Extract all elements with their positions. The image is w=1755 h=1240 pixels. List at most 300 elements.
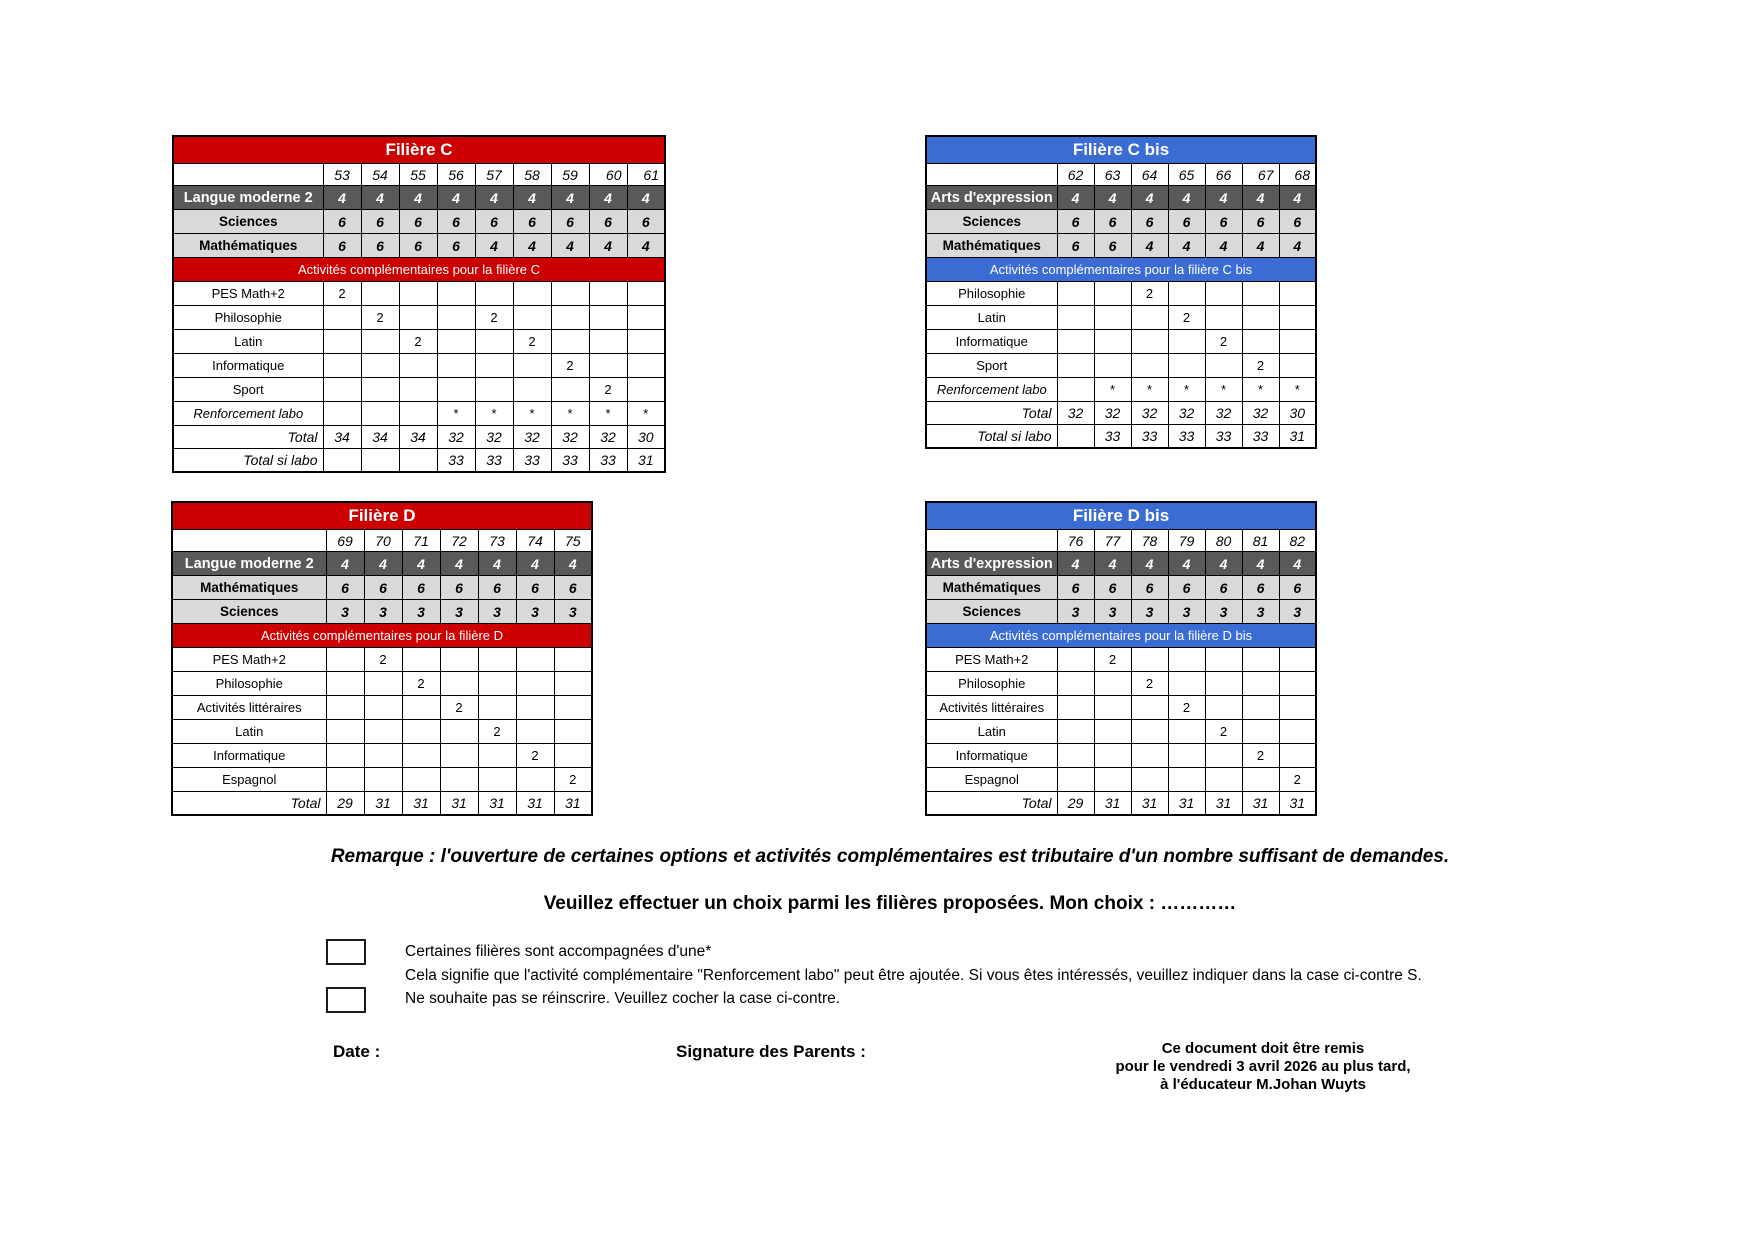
activity-value-cell: 2 [1094, 648, 1131, 672]
period-count-cell: 4 [516, 552, 554, 576]
activity-value-cell [589, 282, 627, 306]
period-count-cell: 3 [1094, 600, 1131, 624]
period-count-cell: 4 [627, 186, 665, 210]
activity-value-cell [1242, 306, 1279, 330]
activity-value-cell [440, 648, 478, 672]
activity-value-cell [1057, 720, 1094, 744]
subject-label: Arts d'expression [926, 186, 1057, 210]
total-value-cell: 31 [440, 792, 478, 816]
activity-value-cell [1168, 648, 1205, 672]
corner-cell [926, 530, 1057, 552]
period-count-cell: 4 [551, 234, 589, 258]
activity-value-cell: * [1131, 378, 1168, 402]
total-value-cell [1057, 425, 1094, 449]
filiere-d-bis-table [925, 501, 1317, 816]
activity-value-cell [1131, 744, 1168, 768]
activities-title: Activités complémentaires pour la filière C [173, 258, 665, 282]
activity-value-cell [1057, 282, 1094, 306]
activity-value-cell [437, 282, 475, 306]
period-count-cell: 6 [1057, 210, 1094, 234]
column-header: 74 [516, 530, 554, 552]
corner-cell [172, 530, 326, 552]
period-count-cell: 4 [1094, 552, 1131, 576]
period-count-cell: 6 [1205, 210, 1242, 234]
activity-value-cell [1205, 354, 1242, 378]
activity-value-cell [440, 768, 478, 792]
period-count-cell: 6 [1242, 576, 1279, 600]
activity-value-cell [1279, 720, 1316, 744]
period-count-cell: 4 [1279, 552, 1316, 576]
total-value-cell: 33 [1094, 425, 1131, 449]
total-value-cell: 31 [1205, 792, 1242, 816]
activity-value-cell [364, 720, 402, 744]
activity-value-cell [516, 768, 554, 792]
activity-label: PES Math+2 [173, 282, 323, 306]
activity-value-cell: 2 [364, 648, 402, 672]
column-header: 75 [554, 530, 592, 552]
period-count-cell: 6 [437, 210, 475, 234]
activity-value-cell [513, 378, 551, 402]
total-value-cell: 32 [1168, 402, 1205, 425]
activity-value-cell [326, 696, 364, 720]
period-count-cell: 6 [1168, 576, 1205, 600]
period-count-cell: 3 [364, 600, 402, 624]
activity-value-cell [627, 354, 665, 378]
period-count-cell: 4 [1242, 234, 1279, 258]
period-count-cell: 6 [437, 234, 475, 258]
total-value-cell: 32 [1131, 402, 1168, 425]
period-count-cell: 6 [1279, 576, 1316, 600]
activity-value-cell: 2 [516, 744, 554, 768]
activity-value-cell: 2 [361, 306, 399, 330]
activity-value-cell [516, 720, 554, 744]
activity-value-cell [627, 330, 665, 354]
activity-value-cell [475, 354, 513, 378]
total-value-cell [399, 449, 437, 473]
activity-value-cell [1131, 306, 1168, 330]
activity-value-cell: 2 [323, 282, 361, 306]
table-title: Filière D bis [926, 502, 1316, 530]
period-count-cell: 4 [513, 186, 551, 210]
total-value-cell: 34 [323, 426, 361, 449]
column-header: 69 [326, 530, 364, 552]
activity-value-cell [364, 744, 402, 768]
activities-title: Activités complémentaires pour la filière D [172, 624, 592, 648]
activity-label: Sport [173, 378, 323, 402]
activity-value-cell [1242, 648, 1279, 672]
subject-label: Mathématiques [926, 234, 1057, 258]
deadline-note [1103, 1040, 1423, 1094]
activity-value-cell [475, 282, 513, 306]
column-header: 60 [589, 164, 627, 186]
activity-value-cell [478, 744, 516, 768]
period-count-cell: 6 [1131, 210, 1168, 234]
subject-label: Langue moderne 2 [173, 186, 323, 210]
date-label: Date : [333, 1042, 381, 1061]
activity-value-cell [399, 354, 437, 378]
period-count-cell: 6 [1131, 576, 1168, 600]
column-header: 72 [440, 530, 478, 552]
period-count-cell: 3 [1279, 600, 1316, 624]
filiere-c-grid [172, 135, 666, 473]
activity-value-cell [478, 672, 516, 696]
subject-label: Arts d'expression [926, 552, 1057, 576]
activity-label: Renforcement labo [926, 378, 1057, 402]
activity-value-cell [1168, 354, 1205, 378]
activity-value-cell: * [1279, 378, 1316, 402]
period-count-cell: 6 [326, 576, 364, 600]
filiere-d-bis-grid [925, 501, 1317, 816]
activity-value-cell [326, 648, 364, 672]
activity-value-cell [554, 720, 592, 744]
activity-value-cell [1205, 768, 1242, 792]
activity-label: Informatique [926, 744, 1057, 768]
activity-value-cell [1168, 282, 1205, 306]
period-count-cell: 3 [554, 600, 592, 624]
activity-value-cell [1094, 768, 1131, 792]
activity-value-cell: 2 [1168, 306, 1205, 330]
activity-value-cell [1094, 282, 1131, 306]
subject-label: Sciences [172, 600, 326, 624]
activity-value-cell [1279, 282, 1316, 306]
period-count-cell: 6 [1168, 210, 1205, 234]
activity-value-cell [1057, 696, 1094, 720]
deadline-line-2: pour le vendredi 3 avril 2026 au plus tard, [1115, 1058, 1411, 1075]
total-value-cell: 32 [551, 426, 589, 449]
asterisk-note-line1: Certaines filières sont accompagnées d'une* [405, 943, 712, 960]
activity-value-cell [1057, 378, 1094, 402]
activity-value-cell [627, 306, 665, 330]
activity-value-cell: 2 [551, 354, 589, 378]
deadline-line-1: Ce document doit être remis [1161, 1040, 1365, 1057]
activities-title: Activités complémentaires pour la filière D bis [926, 624, 1316, 648]
activity-label: Latin [172, 720, 326, 744]
total-value-cell: 33 [1242, 425, 1279, 449]
subject-label: Mathématiques [173, 234, 323, 258]
activity-value-cell [1057, 768, 1094, 792]
activity-value-cell [1242, 672, 1279, 696]
activity-value-cell: 2 [1131, 672, 1168, 696]
total-value-cell: 31 [1242, 792, 1279, 816]
activity-label: Philosophie [926, 672, 1057, 696]
period-count-cell: 4 [1168, 552, 1205, 576]
activity-value-cell [1205, 672, 1242, 696]
activity-value-cell [326, 744, 364, 768]
period-count-cell: 3 [1131, 600, 1168, 624]
period-count-cell: 6 [1057, 576, 1094, 600]
period-count-cell: 6 [323, 210, 361, 234]
activity-value-cell: * [1168, 378, 1205, 402]
activity-value-cell: * [513, 402, 551, 426]
activity-value-cell [437, 306, 475, 330]
activity-value-cell [402, 720, 440, 744]
table-title: Filière D [172, 502, 592, 530]
period-count-cell: 3 [402, 600, 440, 624]
total-value-cell: 31 [1094, 792, 1131, 816]
no-reinscription-checkbox[interactable] [326, 987, 366, 1013]
total-label: Total [926, 402, 1057, 425]
activity-value-cell [478, 648, 516, 672]
period-count-cell: 6 [1094, 210, 1131, 234]
period-count-cell: 4 [513, 234, 551, 258]
column-header: 54 [361, 164, 399, 186]
period-count-cell: 6 [399, 234, 437, 258]
activity-label: Latin [173, 330, 323, 354]
column-header: 58 [513, 164, 551, 186]
total-value-cell: 33 [551, 449, 589, 473]
activity-value-cell [1279, 696, 1316, 720]
activity-value-cell: 2 [1131, 282, 1168, 306]
subject-label: Mathématiques [172, 576, 326, 600]
column-header: 79 [1168, 530, 1205, 552]
activity-value-cell [399, 282, 437, 306]
activity-value-cell [323, 354, 361, 378]
activity-value-cell [513, 354, 551, 378]
subject-label: Sciences [926, 210, 1057, 234]
activity-value-cell: 2 [478, 720, 516, 744]
activity-label: Informatique [173, 354, 323, 378]
period-count-cell: 4 [440, 552, 478, 576]
activity-value-cell: 2 [1205, 330, 1242, 354]
total-value-cell: 33 [513, 449, 551, 473]
activity-value-cell [326, 672, 364, 696]
activity-value-cell [1205, 648, 1242, 672]
total-value-cell: 32 [1094, 402, 1131, 425]
activity-value-cell [399, 402, 437, 426]
activity-label: Activités littéraires [172, 696, 326, 720]
total-value-cell: 31 [364, 792, 402, 816]
total-value-cell: 32 [475, 426, 513, 449]
total-label: Total [172, 792, 326, 816]
total-value-cell: 32 [513, 426, 551, 449]
period-count-cell: 4 [1094, 186, 1131, 210]
activity-value-cell [1131, 648, 1168, 672]
activity-value-cell: * [551, 402, 589, 426]
period-count-cell: 4 [361, 186, 399, 210]
activity-value-cell [1279, 330, 1316, 354]
activity-value-cell: * [589, 402, 627, 426]
period-count-cell: 4 [589, 186, 627, 210]
column-header: 73 [478, 530, 516, 552]
filiere-d-table [171, 501, 593, 816]
period-count-cell: 6 [1094, 234, 1131, 258]
activity-label: Informatique [172, 744, 326, 768]
activity-value-cell: 2 [589, 378, 627, 402]
period-count-cell: 4 [323, 186, 361, 210]
period-count-cell: 4 [1242, 186, 1279, 210]
activity-value-cell [1205, 306, 1242, 330]
activity-value-cell [516, 648, 554, 672]
activity-label: PES Math+2 [926, 648, 1057, 672]
activity-value-cell [437, 330, 475, 354]
subject-label: Mathématiques [926, 576, 1057, 600]
period-count-cell: 4 [1205, 186, 1242, 210]
activity-value-cell [361, 330, 399, 354]
activity-value-cell [1057, 672, 1094, 696]
table-title: Filière C bis [926, 136, 1316, 164]
column-header: 68 [1279, 164, 1316, 186]
period-count-cell: 6 [440, 576, 478, 600]
total-value-cell: 31 [1168, 792, 1205, 816]
activity-value-cell [1094, 744, 1131, 768]
column-header: 78 [1131, 530, 1168, 552]
activity-value-cell [627, 378, 665, 402]
total-value-cell: 30 [627, 426, 665, 449]
activity-value-cell [1094, 306, 1131, 330]
column-header: 67 [1242, 164, 1279, 186]
activity-value-cell [364, 672, 402, 696]
activity-value-cell: * [1242, 378, 1279, 402]
period-count-cell: 4 [554, 552, 592, 576]
activity-value-cell [323, 330, 361, 354]
activity-value-cell [440, 720, 478, 744]
activity-value-cell [1057, 744, 1094, 768]
activity-value-cell [1168, 744, 1205, 768]
activity-value-cell [361, 354, 399, 378]
labo-interest-checkbox[interactable] [326, 939, 366, 965]
total-value-cell: 32 [589, 426, 627, 449]
total-label: Total si labo [173, 449, 323, 473]
period-count-cell: 6 [475, 210, 513, 234]
period-count-cell: 6 [589, 210, 627, 234]
period-count-cell: 6 [551, 210, 589, 234]
period-count-cell: 4 [1057, 186, 1094, 210]
activity-value-cell [551, 330, 589, 354]
period-count-cell: 6 [1242, 210, 1279, 234]
activity-value-cell [361, 378, 399, 402]
activity-value-cell [1242, 282, 1279, 306]
activity-value-cell [475, 330, 513, 354]
period-count-cell: 4 [475, 186, 513, 210]
period-count-cell: 4 [1205, 552, 1242, 576]
period-count-cell: 4 [399, 186, 437, 210]
period-count-cell: 4 [1168, 234, 1205, 258]
period-count-cell: 4 [437, 186, 475, 210]
activity-label: Espagnol [172, 768, 326, 792]
deadline-line-3: à l'éducateur M.Johan Wuyts [1160, 1076, 1366, 1093]
activity-label: Renforcement labo [173, 402, 323, 426]
period-count-cell: 3 [1168, 600, 1205, 624]
column-header: 76 [1057, 530, 1094, 552]
total-value-cell: 33 [1168, 425, 1205, 449]
total-value-cell [323, 449, 361, 473]
period-count-cell: 3 [1057, 600, 1094, 624]
activity-label: Espagnol [926, 768, 1057, 792]
total-value-cell: 30 [1279, 402, 1316, 425]
total-value-cell: 31 [1279, 425, 1316, 449]
period-count-cell: 6 [361, 210, 399, 234]
activity-value-cell: * [1205, 378, 1242, 402]
column-header: 77 [1094, 530, 1131, 552]
period-count-cell: 3 [440, 600, 478, 624]
period-count-cell: 4 [627, 234, 665, 258]
period-count-cell: 4 [364, 552, 402, 576]
activity-value-cell [589, 306, 627, 330]
total-value-cell [361, 449, 399, 473]
activity-label: Philosophie [173, 306, 323, 330]
period-count-cell: 6 [1094, 576, 1131, 600]
activity-value-cell: * [627, 402, 665, 426]
activity-value-cell [554, 672, 592, 696]
total-value-cell: 31 [1131, 792, 1168, 816]
subject-label: Sciences [173, 210, 323, 234]
activity-value-cell [1131, 330, 1168, 354]
activity-value-cell [554, 648, 592, 672]
activity-value-cell [1168, 768, 1205, 792]
activities-title: Activités complémentaires pour la filière C bis [926, 258, 1316, 282]
period-count-cell: 6 [399, 210, 437, 234]
period-count-cell: 6 [478, 576, 516, 600]
period-count-cell: 4 [1131, 186, 1168, 210]
activity-value-cell [361, 282, 399, 306]
total-value-cell: 31 [478, 792, 516, 816]
period-count-cell: 4 [475, 234, 513, 258]
activity-label: Latin [926, 306, 1057, 330]
activity-value-cell [554, 744, 592, 768]
period-count-cell: 4 [1057, 552, 1094, 576]
total-value-cell: 31 [554, 792, 592, 816]
activity-value-cell [361, 402, 399, 426]
activity-value-cell [440, 672, 478, 696]
activity-value-cell [1131, 696, 1168, 720]
activity-value-cell [323, 378, 361, 402]
activity-value-cell [1057, 306, 1094, 330]
column-header: 61 [627, 164, 665, 186]
reenroll-note-line: Ne souhaite pas se réinscrire. Veuillez cocher la case ci-contre. [405, 990, 841, 1007]
activity-value-cell [1094, 696, 1131, 720]
period-count-cell: 4 [1131, 234, 1168, 258]
activity-value-cell [1131, 354, 1168, 378]
activity-value-cell [437, 354, 475, 378]
activity-value-cell [1057, 330, 1094, 354]
activity-value-cell [1057, 354, 1094, 378]
activity-value-cell [440, 744, 478, 768]
filiere-c-bis-grid [925, 135, 1317, 449]
period-count-cell: 6 [554, 576, 592, 600]
signature-label: Signature des Parents : [676, 1042, 866, 1061]
activity-value-cell: 2 [554, 768, 592, 792]
period-count-cell: 6 [323, 234, 361, 258]
activity-value-cell [399, 306, 437, 330]
activity-value-cell [551, 282, 589, 306]
activity-value-cell [1279, 648, 1316, 672]
period-count-cell: 4 [326, 552, 364, 576]
activity-value-cell: 2 [1205, 720, 1242, 744]
activity-value-cell [1131, 720, 1168, 744]
period-count-cell: 6 [1205, 576, 1242, 600]
period-count-cell: 4 [402, 552, 440, 576]
activity-value-cell [516, 696, 554, 720]
total-value-cell: 33 [475, 449, 513, 473]
corner-cell [173, 164, 323, 186]
activity-value-cell [478, 768, 516, 792]
activity-value-cell [1242, 696, 1279, 720]
activity-value-cell: * [475, 402, 513, 426]
period-count-cell: 3 [478, 600, 516, 624]
column-header: 55 [399, 164, 437, 186]
activity-value-cell [326, 768, 364, 792]
activity-value-cell [1168, 330, 1205, 354]
column-header: 63 [1094, 164, 1131, 186]
activity-value-cell [1205, 282, 1242, 306]
period-count-cell: 3 [1205, 600, 1242, 624]
activity-value-cell [1094, 354, 1131, 378]
activity-value-cell [402, 768, 440, 792]
total-value-cell: 32 [1057, 402, 1094, 425]
column-header: 64 [1131, 164, 1168, 186]
activity-value-cell [475, 378, 513, 402]
activity-value-cell: 2 [402, 672, 440, 696]
